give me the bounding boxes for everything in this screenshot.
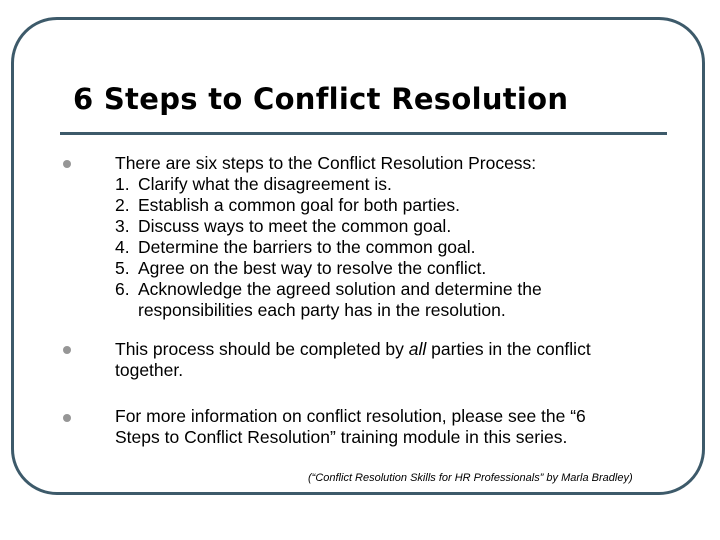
more-info-line2: Steps to Conflict Resolution” training module in this series. [115,427,568,447]
step-number: 4. [115,237,130,257]
process-note-line2: together. [115,360,184,380]
intro-text: There are six steps to the Conflict Resolution Process: [115,153,537,173]
bullet-dot [63,414,71,422]
title-underline [60,132,667,135]
step-item [115,216,542,237]
bullet-dot [63,346,71,354]
step-text: Discuss ways to meet the common goal. [138,216,452,236]
steps-list [115,174,542,321]
step-text-continuation: responsibilities each party has in the resolution. [138,300,506,320]
step-item [115,174,542,195]
step-number: 6. [115,279,130,299]
step-text: Clarify what the disagreement is. [138,174,392,194]
step-item [115,195,542,216]
step-item-continuation [115,300,542,321]
slide-title: 6 Steps to Conflict Resolution [73,82,569,116]
step-text: Agree on the best way to resolve the conflict. [138,258,487,278]
step-number: 1. [115,174,130,194]
bullet-dot [63,160,71,168]
step-item [115,237,542,258]
step-item [115,258,542,279]
step-number: 5. [115,258,130,278]
more-info-line1: For more information on conflict resolution, please see the “6 [115,406,586,426]
process-note-after: parties in the conflict [426,339,591,359]
step-text: Establish a common goal for both parties. [138,195,460,215]
step-text: Acknowledge the agreed solution and determine the [138,279,542,299]
process-note-before: This process should be completed by [115,339,409,359]
citation: (“Conflict Resolution Skills for HR Professionals” by Marla Bradley) [308,472,633,484]
step-item [115,279,542,300]
process-note-emphasis: all [408,339,427,359]
step-number: 3. [115,216,130,236]
step-text: Determine the barriers to the common goal. [138,237,476,257]
process-note [115,339,591,360]
step-number: 2. [115,195,130,215]
